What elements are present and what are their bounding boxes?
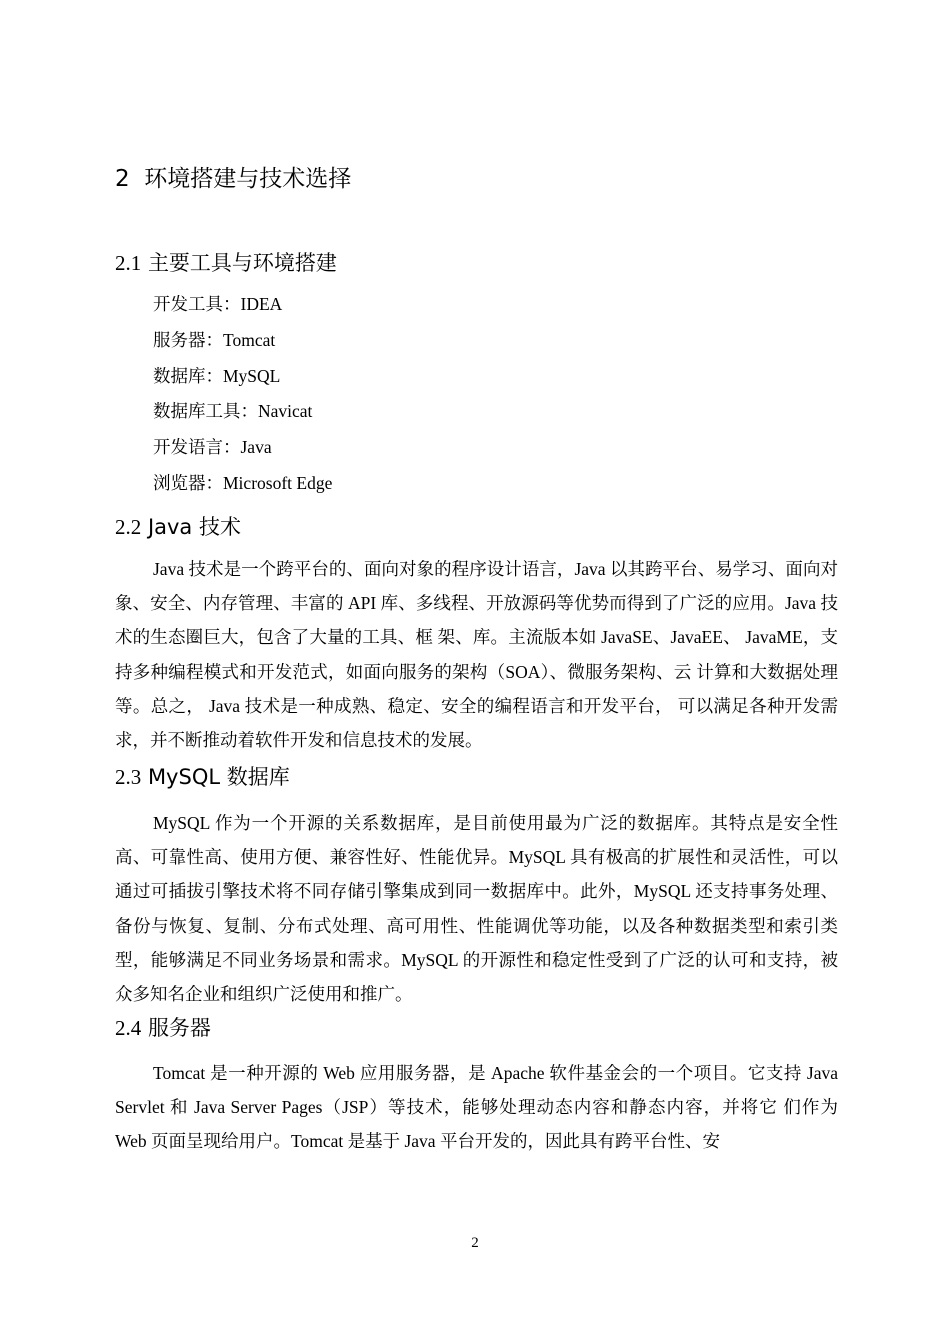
section-number: 2.2 xyxy=(115,515,142,539)
mysql-paragraph: MySQL 作为一个开源的关系数据库，是目前使用最为广泛的数据库。其特点是安全性高、可靠性高、使用方便、兼容性好、性能优异。MySQL 具有极高的扩展性和灵活性，可以通过可插拔引擎技术将不同存储引擎集成到同一数据库中。此外，MySQL 还支持事务处理、备份与恢复、复制、分布式处理、高可用性、性能调优等功能，以及各种数据类型和索引类型，能够满足不同业务场景和需求。MySQL 的开源性和稳定性受到了广泛的认可和支持，被众多知名企业和组织广泛使用和推广。 xyxy=(115,813,838,1005)
tomcat-paragraph: Tomcat 是一种开源的 Web 应用服务器，是 Apache 软件基金会的一个项目。它支持 Java Servlet 和 Java Server Pages（JSP）等技术，能够处理动态内容和静态内容，并将它 们作为 Web 页面呈现给用户。Tomcat 是基于 Java 平台开发的，因此具有跨平台性、安 xyxy=(115,1063,838,1152)
list-item: 开发工具：IDEA xyxy=(153,294,283,314)
java-paragraph: Java 技术是一个跨平台的、面向对象的程序设计语言，Java 以其跨平台、易学习、面向对象、安全、内存管理、丰富的 API 库、多线程、开放源码等优势而得到了广泛的应用。Java 技术的生态圈巨大，包含了大量的工具、框 架、库。主流版本如 JavaSE、JavaEE、 JavaME，支持多种编程模式和开发范式，如面向服务的架构（SOA）、微服务架构、云 计算和大数据处理等。总之， Java 技术是一种成熟、稳定、安全的编程语言和开发平台， 可以满足各种开发需求，并不断推动着软件开发和信息技术的发展。 xyxy=(115,559,838,751)
section-number: 2.4 xyxy=(115,1016,142,1040)
list-item: 服务器：Tomcat xyxy=(153,329,276,350)
list-item: 浏览器：Microsoft Edge xyxy=(153,472,333,493)
chapter-number: 2 xyxy=(115,166,130,192)
list-item: 数据库工具：Navicat xyxy=(153,401,313,422)
chapter-heading xyxy=(115,163,351,195)
list-item: 开发语言：Java xyxy=(153,437,272,458)
page-number: 2 xyxy=(471,1235,479,1251)
tools-list xyxy=(153,290,332,505)
section-heading-2-3 xyxy=(115,762,290,792)
section-heading-2-1 xyxy=(115,248,337,278)
section-number: 2.1 xyxy=(115,251,142,275)
section-heading-2-2 xyxy=(115,512,241,542)
section-title: Java 技术 xyxy=(147,515,241,539)
section-title: MySQL 数据库 xyxy=(147,765,290,789)
list-item: 数据库：MySQL xyxy=(153,365,281,386)
chapter-title: 环境搭建与技术选择 xyxy=(144,166,352,192)
section-title: 服务器 xyxy=(147,1016,211,1040)
section-number: 2.3 xyxy=(115,765,142,789)
section-title: 主要工具与环境搭建 xyxy=(147,251,337,275)
section-heading-2-4 xyxy=(115,1013,211,1043)
